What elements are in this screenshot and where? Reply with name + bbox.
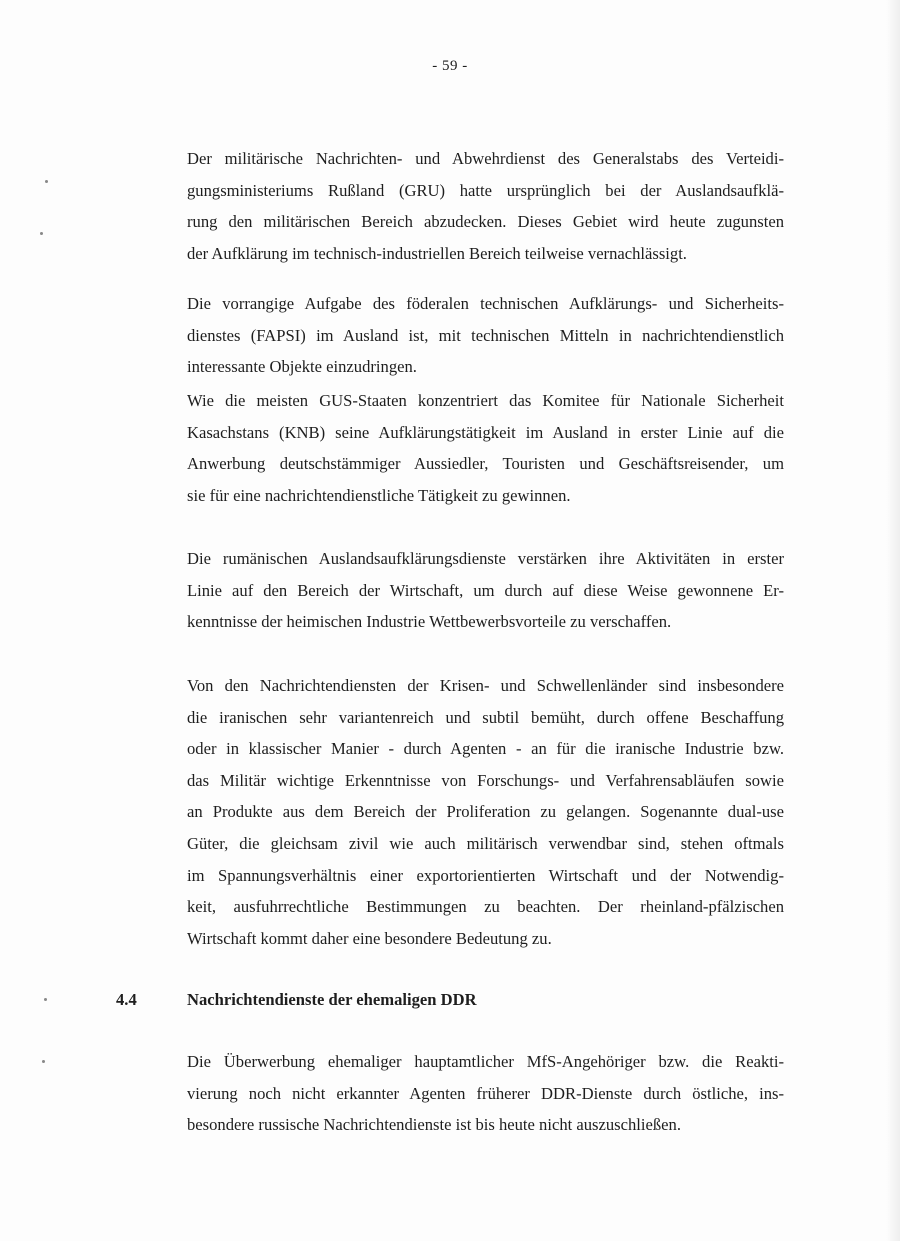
text-line: besondere russische Nachrichtendienste ist bis heute nicht auszuschließen. — [187, 1115, 681, 1135]
text-line: Von den Nachrichtendiensten der Krisen- und Schwellenländer sind insbesondere — [187, 676, 784, 695]
section-title: Nachrichtendienste der ehemaligen DDR — [187, 990, 477, 1009]
text-line: dienstes (FAPSI) im Ausland ist, mit technischen Mitteln in nachrichtendienstlich — [187, 325, 784, 345]
text-line: rung den militärischen Bereich abzudecken. Dieses Gebiet wird heute zugunsten — [187, 212, 784, 232]
text-line: interessante Objekte einzudringen. — [187, 357, 417, 377]
scan-speck — [40, 232, 43, 235]
text-line: an Produkte aus dem Bereich der Proliferation zu gelangen. Sogenannte dual-use — [187, 802, 784, 822]
paragraph-knb — [187, 385, 784, 511]
paragraph-gru — [187, 143, 784, 269]
text-line: Wirtschaft kommt daher eine besondere Bedeutung zu. — [187, 928, 552, 948]
scan-speck — [45, 180, 48, 183]
text-line: die iranischen sehr variantenreich und subtil bemüht, durch offene Beschaffung — [187, 707, 784, 727]
text-line: Güter, die gleichsam zivil wie auch militärisch verwendbar sind, stehen oftmals — [187, 833, 784, 853]
text-line: im Spannungsverhältnis einer exportorientierten Wirtschaft und der Notwendig- — [187, 865, 784, 885]
text-line: Kasachstans (KNB) seine Aufklärungstätigkeit im Ausland in erster Linie auf die — [187, 422, 784, 442]
text-line: keit, ausfuhrrechtliche Bestimmungen zu beachten. Der rheinland-pfälzischen — [187, 897, 784, 917]
paragraph-fapsi — [187, 288, 784, 383]
paragraph-romania — [187, 543, 784, 638]
text-line: Die Überwerbung ehemaliger hauptamtlicher MfS-Angehöriger bzw. die Reakti- — [187, 1052, 784, 1071]
text-line: kenntnisse der heimischen Industrie Wettbewerbsvorteile zu verschaffen. — [187, 612, 672, 632]
text-line: Wie die meisten GUS-Staaten konzentriert das Komitee für Nationale Sicherheit — [187, 391, 784, 410]
text-line: vierung noch nicht erkannter Agenten früherer DDR-Dienste durch östliche, ins- — [187, 1083, 784, 1103]
text-line: der Aufklärung im technisch-industriellen Bereich teilweise vernachlässigt. — [187, 243, 687, 263]
text-line: sie für eine nachrichtendienstliche Tätigkeit zu gewinnen. — [187, 485, 571, 505]
scan-edge-shadow — [886, 0, 900, 1241]
section-number: 4.4 — [116, 990, 137, 1009]
text-line: das Militär wichtige Erkenntnisse von Forschungs- und Verfahrensabläufen sowie — [187, 770, 784, 790]
page-number: - 59 - — [432, 58, 468, 74]
text-line: Linie auf den Bereich der Wirtschaft, um durch auf diese Weise gewonnene Er- — [187, 580, 784, 600]
text-line: Der militärische Nachrichten- und Abwehrdienst des Generalstabs des Verteidi- — [187, 149, 784, 168]
paragraph-ddr — [187, 1046, 784, 1141]
text-line: oder in klassischer Manier - durch Agenten - an für die iranische Industrie bzw. — [187, 739, 784, 759]
scan-speck — [44, 998, 47, 1001]
scan-speck — [42, 1060, 45, 1063]
text-line: Die vorrangige Aufgabe des föderalen technischen Aufklärungs- und Sicherheits- — [187, 294, 784, 313]
text-line: gungsministeriums Rußland (GRU) hatte ursprünglich bei der Auslandsaufklä- — [187, 180, 784, 200]
text-line: Anwerbung deutschstämmiger Aussiedler, Touristen und Geschäftsreisender, um — [187, 454, 784, 474]
text-line: Die rumänischen Auslandsaufklärungsdienste verstärken ihre Aktivitäten in erster — [187, 549, 784, 568]
paragraph-iran — [187, 670, 784, 954]
